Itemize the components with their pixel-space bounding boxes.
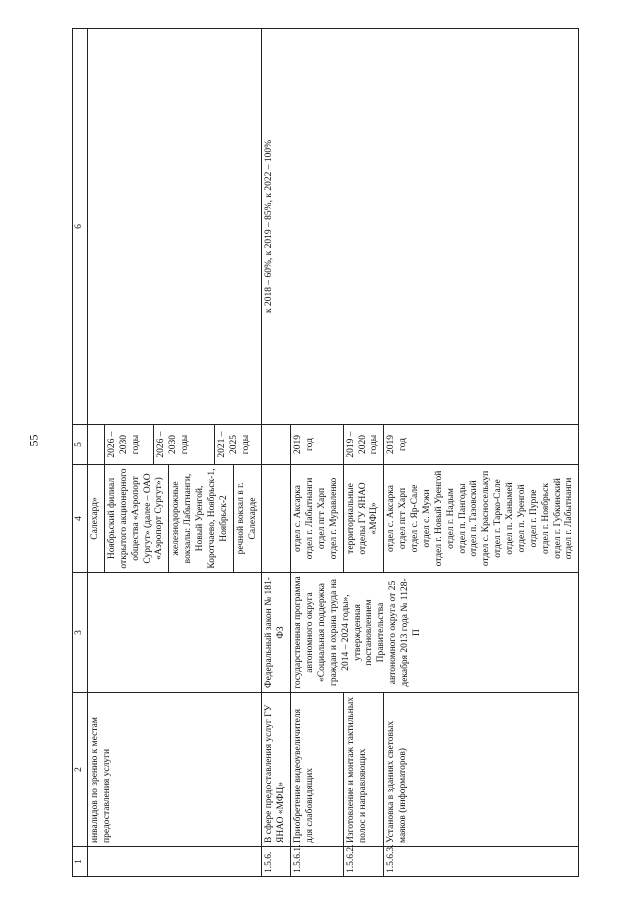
legal-basis: Федеральный закон № 181-ФЗ [262, 573, 291, 693]
object-item: железнодорожные вокзалы: Лабытнанги, Новый Уренгой, Коротчаево, Ноябрьск-1, Ноябрьск-2 [168, 465, 230, 572]
object-item: отдел с. Аксарка [293, 485, 304, 553]
objects-cell [88, 465, 262, 573]
object-item: отдел г. Новый Уренгой [433, 470, 444, 567]
object-item: отдел г. Лабытнанги [305, 477, 315, 560]
object-item: отдел с. Красноселькуп [481, 470, 492, 567]
object-item: отдел г. Надым [445, 488, 456, 549]
measure-description: Приобретение видеоувеличителя для слабовидящих [291, 693, 344, 847]
object-item: речной вокзал в г. Салехарде [233, 465, 260, 572]
col-header-6: 6 [73, 29, 88, 425]
col-header-5: 5 [73, 425, 88, 465]
object-item: отдел п. Пангоды [457, 483, 468, 554]
legal-basis: государственная программа автономного округа «Социальная поддержка граждан и охрана труда на 2014 – 2024 годы», утвержденная постановлением Правительства автономного округа от 25 декабря 2013 года № 1128-П [291, 573, 579, 693]
result-cell [88, 29, 262, 425]
object-item: Ноябрьский филиал открытого акционерного общества «Аэропорт Сургут» (далее – ОАО «Аэропорт Сургут») [104, 465, 166, 572]
col-header-2: 2 [73, 693, 88, 847]
object-item: отдел с. Яр-Сале [410, 484, 420, 553]
objects-cell [291, 465, 344, 573]
col-header-1: 1 [73, 847, 88, 877]
row-number: 1.5.6.3. [384, 847, 579, 877]
object-item: отдел п. Уренгой [516, 484, 527, 553]
table-row [262, 29, 291, 877]
rotated-table-wrapper [72, 29, 617, 877]
measure-description: Установка в зданиях световых маяков (информаторов) [384, 693, 579, 847]
objects-cell [384, 465, 579, 573]
column-number-row [73, 29, 88, 877]
table-row [88, 29, 262, 877]
row-number: 1.5.6. [262, 847, 291, 877]
object-item: отдел п. Тазовский [469, 480, 480, 557]
years-cell: 2019 – 2020 годы [343, 425, 384, 465]
object-item: отдел п. Ханымей [505, 482, 515, 555]
object-item: отдел г. Муравленко [328, 477, 339, 560]
year-item: 2026 – 2030 годы [104, 425, 151, 464]
years-cell [88, 425, 262, 465]
year-item [90, 428, 102, 461]
years-cell [262, 425, 291, 465]
row-number: 1.5.6.2. [343, 847, 384, 877]
years-cell: 2019 год [291, 425, 344, 465]
years-cell: 2019 год [384, 425, 579, 465]
object-item: отдел пгт Харп [316, 487, 327, 550]
col-header-3: 3 [73, 573, 88, 693]
col-header-4: 4 [73, 465, 88, 573]
row-number [88, 847, 262, 877]
object-item: отдел пгт Харп [398, 487, 409, 550]
object-item: отдел с. Аксарка [386, 485, 397, 553]
object-item: Салехард» [90, 497, 100, 540]
object-item: отдел г. Пурпе [528, 489, 539, 548]
object-item: отдел с. Мужи [421, 489, 432, 548]
object-item: отдел г. Лабытнанги [564, 477, 575, 560]
measure-description: Изготовление и монтаж тактильных полос и направляющих [343, 693, 384, 847]
page-number: 55 [26, 434, 41, 447]
year-item: 2021 – 2025 годы [214, 425, 253, 464]
objects-cell [262, 465, 291, 573]
year-item: 2026 – 2030 годы [153, 425, 212, 464]
row-number: 1.5.6.1. [291, 847, 344, 877]
measures-table [72, 28, 579, 877]
object-item: отдел г. Тарко-Сале [493, 479, 504, 558]
object-item: отдел г. Губкинский [552, 478, 563, 559]
object-item: отдел г. Ноябрьск [540, 483, 551, 554]
legal-basis [88, 573, 262, 693]
objects-cell: территориальные отделы ГУ ЯНАО «МФЦ» [343, 465, 384, 573]
result-cell: к 2018 – 60%, к 2019 – 85%, к 2022 – 100% [262, 29, 579, 425]
measure-description: инвалидов по зрению к местам предоставления услуги [88, 693, 262, 847]
measure-description: В сфере предоставления услуг ГУ ЯНАО «МФЦ» [262, 693, 291, 847]
